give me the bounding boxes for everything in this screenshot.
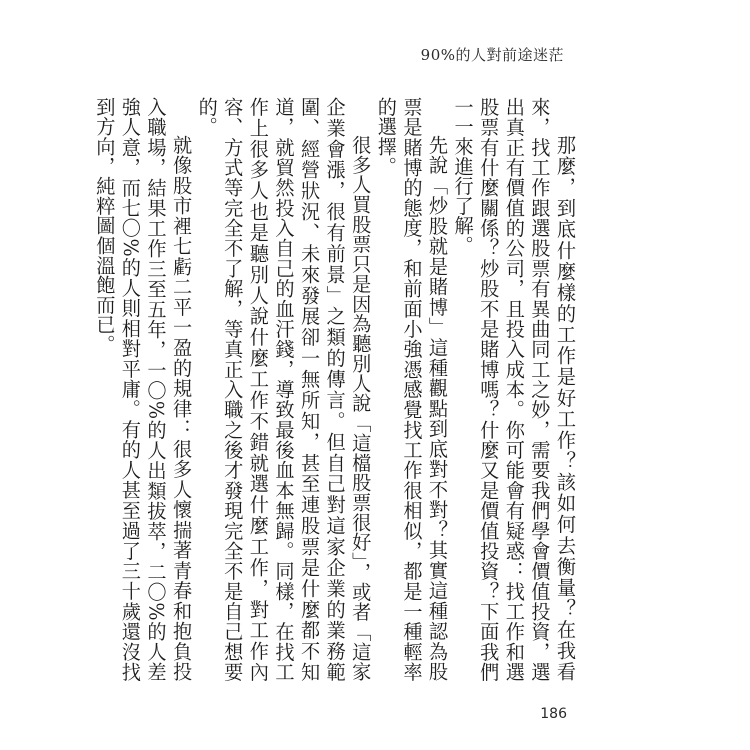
page-number: 186 bbox=[540, 706, 567, 722]
paragraph: 就像股市裡七虧二平一盈的規律：很多人懷揣著青春和抱負投入職場，結果工作三至五年，一〇%的人出類拔萃，二〇%的人差強人意，而七〇%的人則相對平庸。有的人甚至過了三十歲還沒找到方向，純粹圖個溫飽而已。 bbox=[93, 97, 194, 682]
paragraph: 先說「炒股就是賭博」這種觀點到底對不對？其實這種認為股票是賭博的態度，和前面小強憑感覺找工作很相似，都是一種輕率的選擇。 bbox=[374, 97, 450, 682]
paragraph: 很多人買股票只是因為聽別人說「這檔股票很好」，或者「這家企業會漲，很有前景」之類的傳言。但自己對這家企業的業務範圍、經營狀況、未來發展卻一無所知，甚至連股票是什麼都不知道，就貿然投入自己的血汗錢，導致最後血本無歸。同樣，在找工作上很多人也是聽別人說什麼工作不錯就選什麼工作，對工作內容、方式等完全不了解，等真正入職之後才發現完全不是自己想要的。 bbox=[195, 97, 373, 682]
running-head: 90%的人對前途迷茫 bbox=[420, 46, 564, 64]
body-text bbox=[93, 97, 578, 682]
paragraph: 那麼，到底什麼樣的工作是好工作？該如何去衡量？在我看來，找工作跟選股票有異曲同工之妙，需要我們學會價值投資，選出真正有價值的公司，且投入成本。你可能會有疑惑：找工作和選股票有什麼關係？炒股不是賭博嗎？什麼又是價值投資？下面我們一一來進行了解。 bbox=[451, 97, 577, 682]
